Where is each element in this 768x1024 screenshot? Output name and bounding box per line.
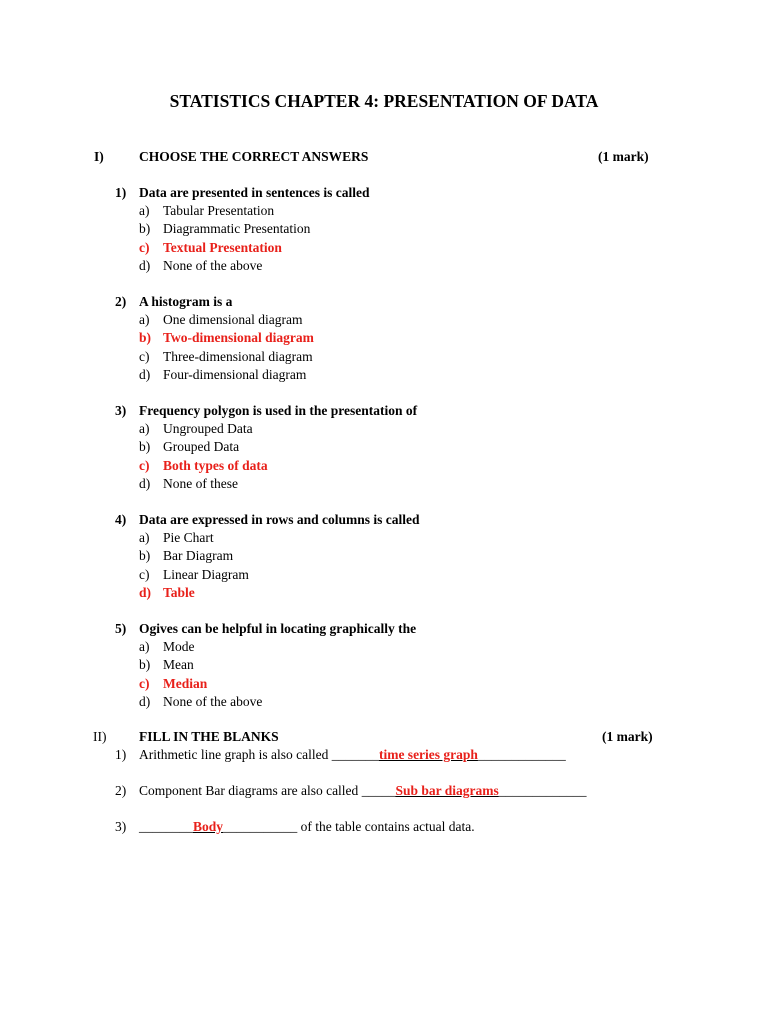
option-letter: b) <box>139 330 152 346</box>
blank-underline-lead: ________ <box>139 819 193 834</box>
option-letter: b) <box>139 548 151 564</box>
blank-sentence <box>139 782 586 800</box>
option-letter: d) <box>139 475 151 491</box>
option-text: Grouped Data <box>163 439 240 455</box>
page-title: STATISTICS CHAPTER 4: PRESENTATION OF DATA <box>169 91 599 111</box>
blank-sentence <box>139 746 566 764</box>
option-letter: a) <box>139 530 150 546</box>
option-text: Mean <box>163 657 194 673</box>
blank-answer: Sub bar diagrams <box>395 783 499 798</box>
option-letter: a) <box>139 312 150 328</box>
option-text: Tabular Presentation <box>163 203 275 219</box>
option-text: Diagrammatic Presentation <box>163 221 311 237</box>
correct-option-text: Median <box>163 675 208 691</box>
question-text: A histogram is a <box>139 294 233 309</box>
question-number: 1) <box>115 185 127 200</box>
option-letter: d) <box>139 584 152 600</box>
blank-prefix-text: Component Bar diagrams are also called <box>139 783 362 798</box>
blank-underline-lead: _______ <box>331 747 379 762</box>
option-text: Ungrouped Data <box>163 421 253 437</box>
option-text: Linear Diagram <box>163 566 249 582</box>
question-number: 2) <box>115 294 127 309</box>
correct-option-text: Both types of data <box>163 457 268 473</box>
option-text: None of the above <box>163 257 263 273</box>
section2-marks: (1 mark) <box>602 729 653 744</box>
option-text: Pie Chart <box>163 530 214 546</box>
section1-marks: (1 mark) <box>598 149 649 164</box>
option-text: Mode <box>163 639 195 655</box>
blank-answer: Body <box>193 819 224 834</box>
option-letter: d) <box>139 693 151 709</box>
blank-sentence <box>139 818 475 836</box>
question-number: 3) <box>115 403 127 418</box>
option-letter: a) <box>139 639 150 655</box>
option-letter: b) <box>139 439 151 455</box>
option-letter: c) <box>139 675 150 691</box>
option-letter: b) <box>139 221 151 237</box>
option-text: Four-dimensional diagram <box>163 366 307 382</box>
section2-heading: FILL IN THE BLANKS <box>139 729 279 744</box>
option-letter: c) <box>139 239 150 255</box>
option-letter: c) <box>139 566 150 582</box>
blank-underline-trail: _____________ <box>477 747 566 762</box>
blank-underline-lead: _____ <box>361 783 396 798</box>
option-text: None of the above <box>163 693 263 709</box>
question-text: Data are presented in sentences is called <box>139 185 370 200</box>
option-text: None of these <box>163 475 238 491</box>
section1-heading: CHOOSE THE CORRECT ANSWERS <box>139 149 369 164</box>
blank-prefix-text: Arithmetic line graph is also called <box>139 747 332 762</box>
question-text: Ogives can be helpful in locating graphically the <box>139 621 417 636</box>
blank-number: 1) <box>115 747 127 762</box>
correct-option-text: Textual Presentation <box>163 239 282 255</box>
blank-number: 2) <box>115 783 127 798</box>
question-number: 4) <box>115 512 127 527</box>
blank-suffix-text: of the table contains actual data. <box>297 819 475 834</box>
question-text: Frequency polygon is used in the presentation of <box>139 403 418 418</box>
correct-option-text: Two-dimensional diagram <box>163 330 314 346</box>
option-letter: d) <box>139 366 151 382</box>
blank-underline-trail: _____________ <box>498 783 587 798</box>
option-text: Bar Diagram <box>163 548 234 564</box>
question-number: 5) <box>115 621 127 636</box>
blank-number: 3) <box>115 819 127 834</box>
option-letter: c) <box>139 348 150 364</box>
blank-answer: time series graph <box>378 747 478 762</box>
option-letter: a) <box>139 203 150 219</box>
section1-numeral: I) <box>94 149 104 164</box>
option-letter: b) <box>139 657 151 673</box>
blank-underline-trail: ___________ <box>223 819 298 834</box>
option-text: One dimensional diagram <box>163 312 303 328</box>
option-letter: c) <box>139 457 150 473</box>
section2-numeral: II) <box>93 729 107 744</box>
option-letter: d) <box>139 257 151 273</box>
option-text: Three-dimensional diagram <box>163 348 313 364</box>
question-text: Data are expressed in rows and columns is called <box>139 512 420 527</box>
correct-option-text: Table <box>163 584 195 600</box>
option-letter: a) <box>139 421 150 437</box>
